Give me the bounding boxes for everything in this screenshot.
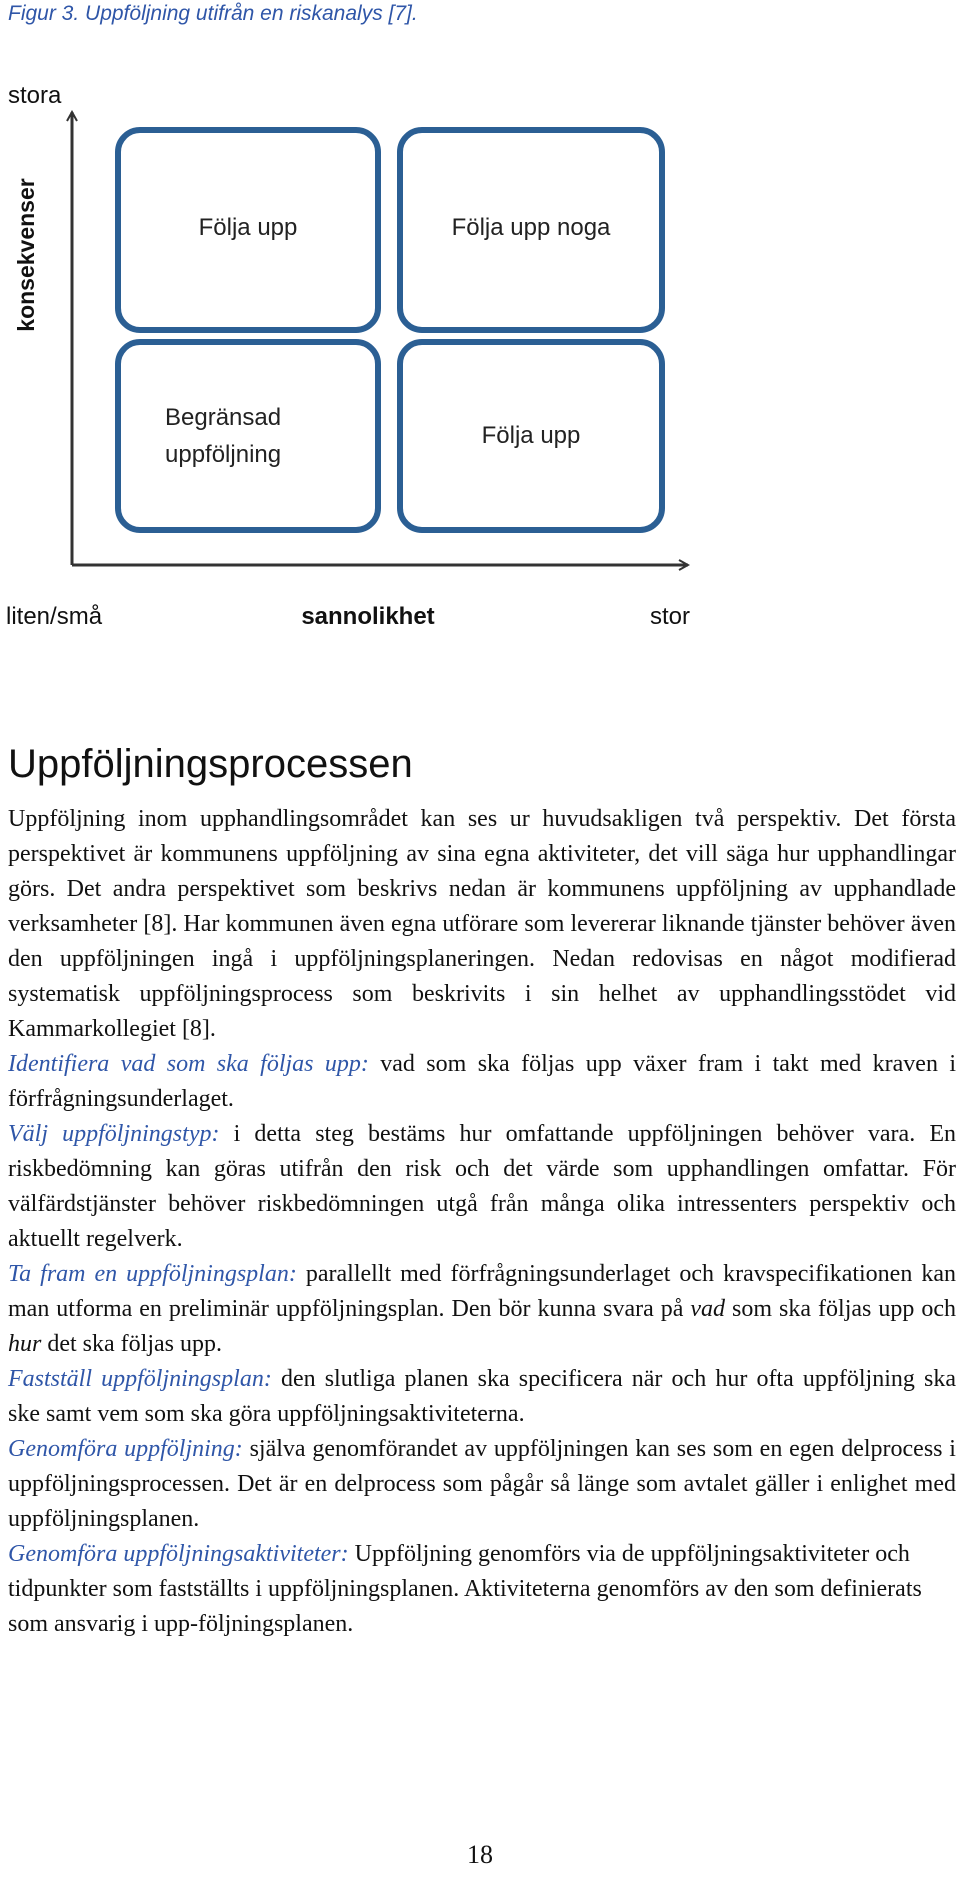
step-finalize-plan-title: Fastställ uppföljningsplan:: [8, 1366, 272, 1392]
step-choose-type-text: i detta steg bestäms hur omfattande uppföljningen behöver vara. En riskbedömning kan göras utifrån den risk och det värde som upphandlingen omfattar. För välfärdstjänster behöver riskbedömningen utgå från många olika intressenters perspektiv och aktuellt regelverk.: [8, 1121, 956, 1252]
quadrant-top-right-label: Följa upp noga: [451, 214, 611, 241]
step-create-plan-emphasis-what: vad: [690, 1296, 726, 1322]
step-create-plan-text: parallellt med förfrågningsunderlaget och kravspecifikationen kan man utforma en preliminär uppföljningsplan. Den bör kunna svara på: [8, 1261, 956, 1322]
quadrant-bottom-left-label-line1: Begränsad: [165, 404, 282, 431]
step-create-plan-text-middle: som ska följas upp och: [725, 1296, 956, 1322]
step-perform-followup: [8, 1432, 956, 1537]
step-create-plan-text-end: det ska följas upp.: [41, 1331, 222, 1357]
quadrant-bottom-left-box: [118, 342, 378, 530]
quadrant-top-left-label: Följa upp: [198, 214, 298, 241]
step-finalize-plan-text: den slutliga planen ska specificera när och hur ofta uppföljning ska ske samt vem som ska göra uppföljningsaktiviteterna.: [8, 1366, 956, 1427]
section-body: [8, 802, 956, 1642]
step-identify-text: vad som ska följas upp växer fram i takt med kraven i förfrågningsunderlaget.: [8, 1051, 957, 1112]
section-heading: Uppföljningsprocessen: [8, 742, 413, 786]
step-identify: [8, 1047, 956, 1117]
quadrant-bottom-left-label-line2: uppföljning: [165, 441, 282, 468]
step-perform-activities: [8, 1537, 956, 1642]
step-create-plan-emphasis-how: hur: [8, 1331, 42, 1357]
step-choose-type-title: Välj uppföljningstyp:: [8, 1121, 220, 1147]
intro-paragraph: Uppföljning inom upphandlingsområdet kan ses ur huvudsakligen två perspektiv. Det första perspektivet är kommunens uppföljning av sina egna aktiviteter, det vill säga hur upphandlingar görs. Det andra perspektivet som beskrivs nedan är kommunens uppföljning av upphandlade verksamheter [8]. Har kommunen även egna utförare som levererar liknande tjänster behöver även den uppföljningen ingå i uppföljningsplaneringen. Nedan redovisas en något modifierad systematisk uppföljningsprocess som beskrivits i sin helhet av upphandlingsstödet vid Kammarkollegiet [8].: [8, 806, 956, 1042]
step-perform-activities-text: Uppföljning genomförs via de uppföljningsaktiviteter och tidpunkter som fastställts i uppföljningsplanen. Aktiviteterna genomförs av den som definierats som ansvarig i upp-följningsplanen.: [8, 1541, 922, 1637]
x-axis-label: sannolikhet: [301, 603, 435, 630]
x-axis-right-label: stor: [650, 603, 691, 630]
step-finalize-plan: [8, 1362, 956, 1432]
step-choose-type: [8, 1117, 956, 1257]
quadrant-bottom-right-label: Följa upp: [481, 422, 581, 449]
risk-matrix-diagram: [0, 60, 960, 660]
step-create-plan: [8, 1257, 956, 1362]
figure-caption: Figur 3. Uppföljning utifrån en riskanalys [7].: [8, 2, 418, 25]
y-axis-top-label: stora: [8, 82, 62, 109]
step-perform-activities-title: Genomföra uppföljningsaktiviteter:: [8, 1541, 349, 1567]
x-axis-left-label: liten/små: [6, 603, 103, 630]
step-perform-followup-title: Genomföra uppföljning:: [8, 1436, 243, 1462]
step-perform-followup-text: själva genomförandet av uppföljningen kan ses som en egen delprocess i uppföljningsprocessen. Det är en delprocess som pågår så länge som avtalet gäller i enlighet med uppföljningsplanen.: [8, 1436, 956, 1532]
page-number: 18: [467, 1840, 493, 1869]
step-create-plan-title: Ta fram en uppföljningsplan:: [8, 1261, 297, 1287]
y-axis-label: konsekvenser: [13, 178, 39, 332]
step-identify-title: Identifiera vad som ska följas upp:: [8, 1051, 369, 1077]
